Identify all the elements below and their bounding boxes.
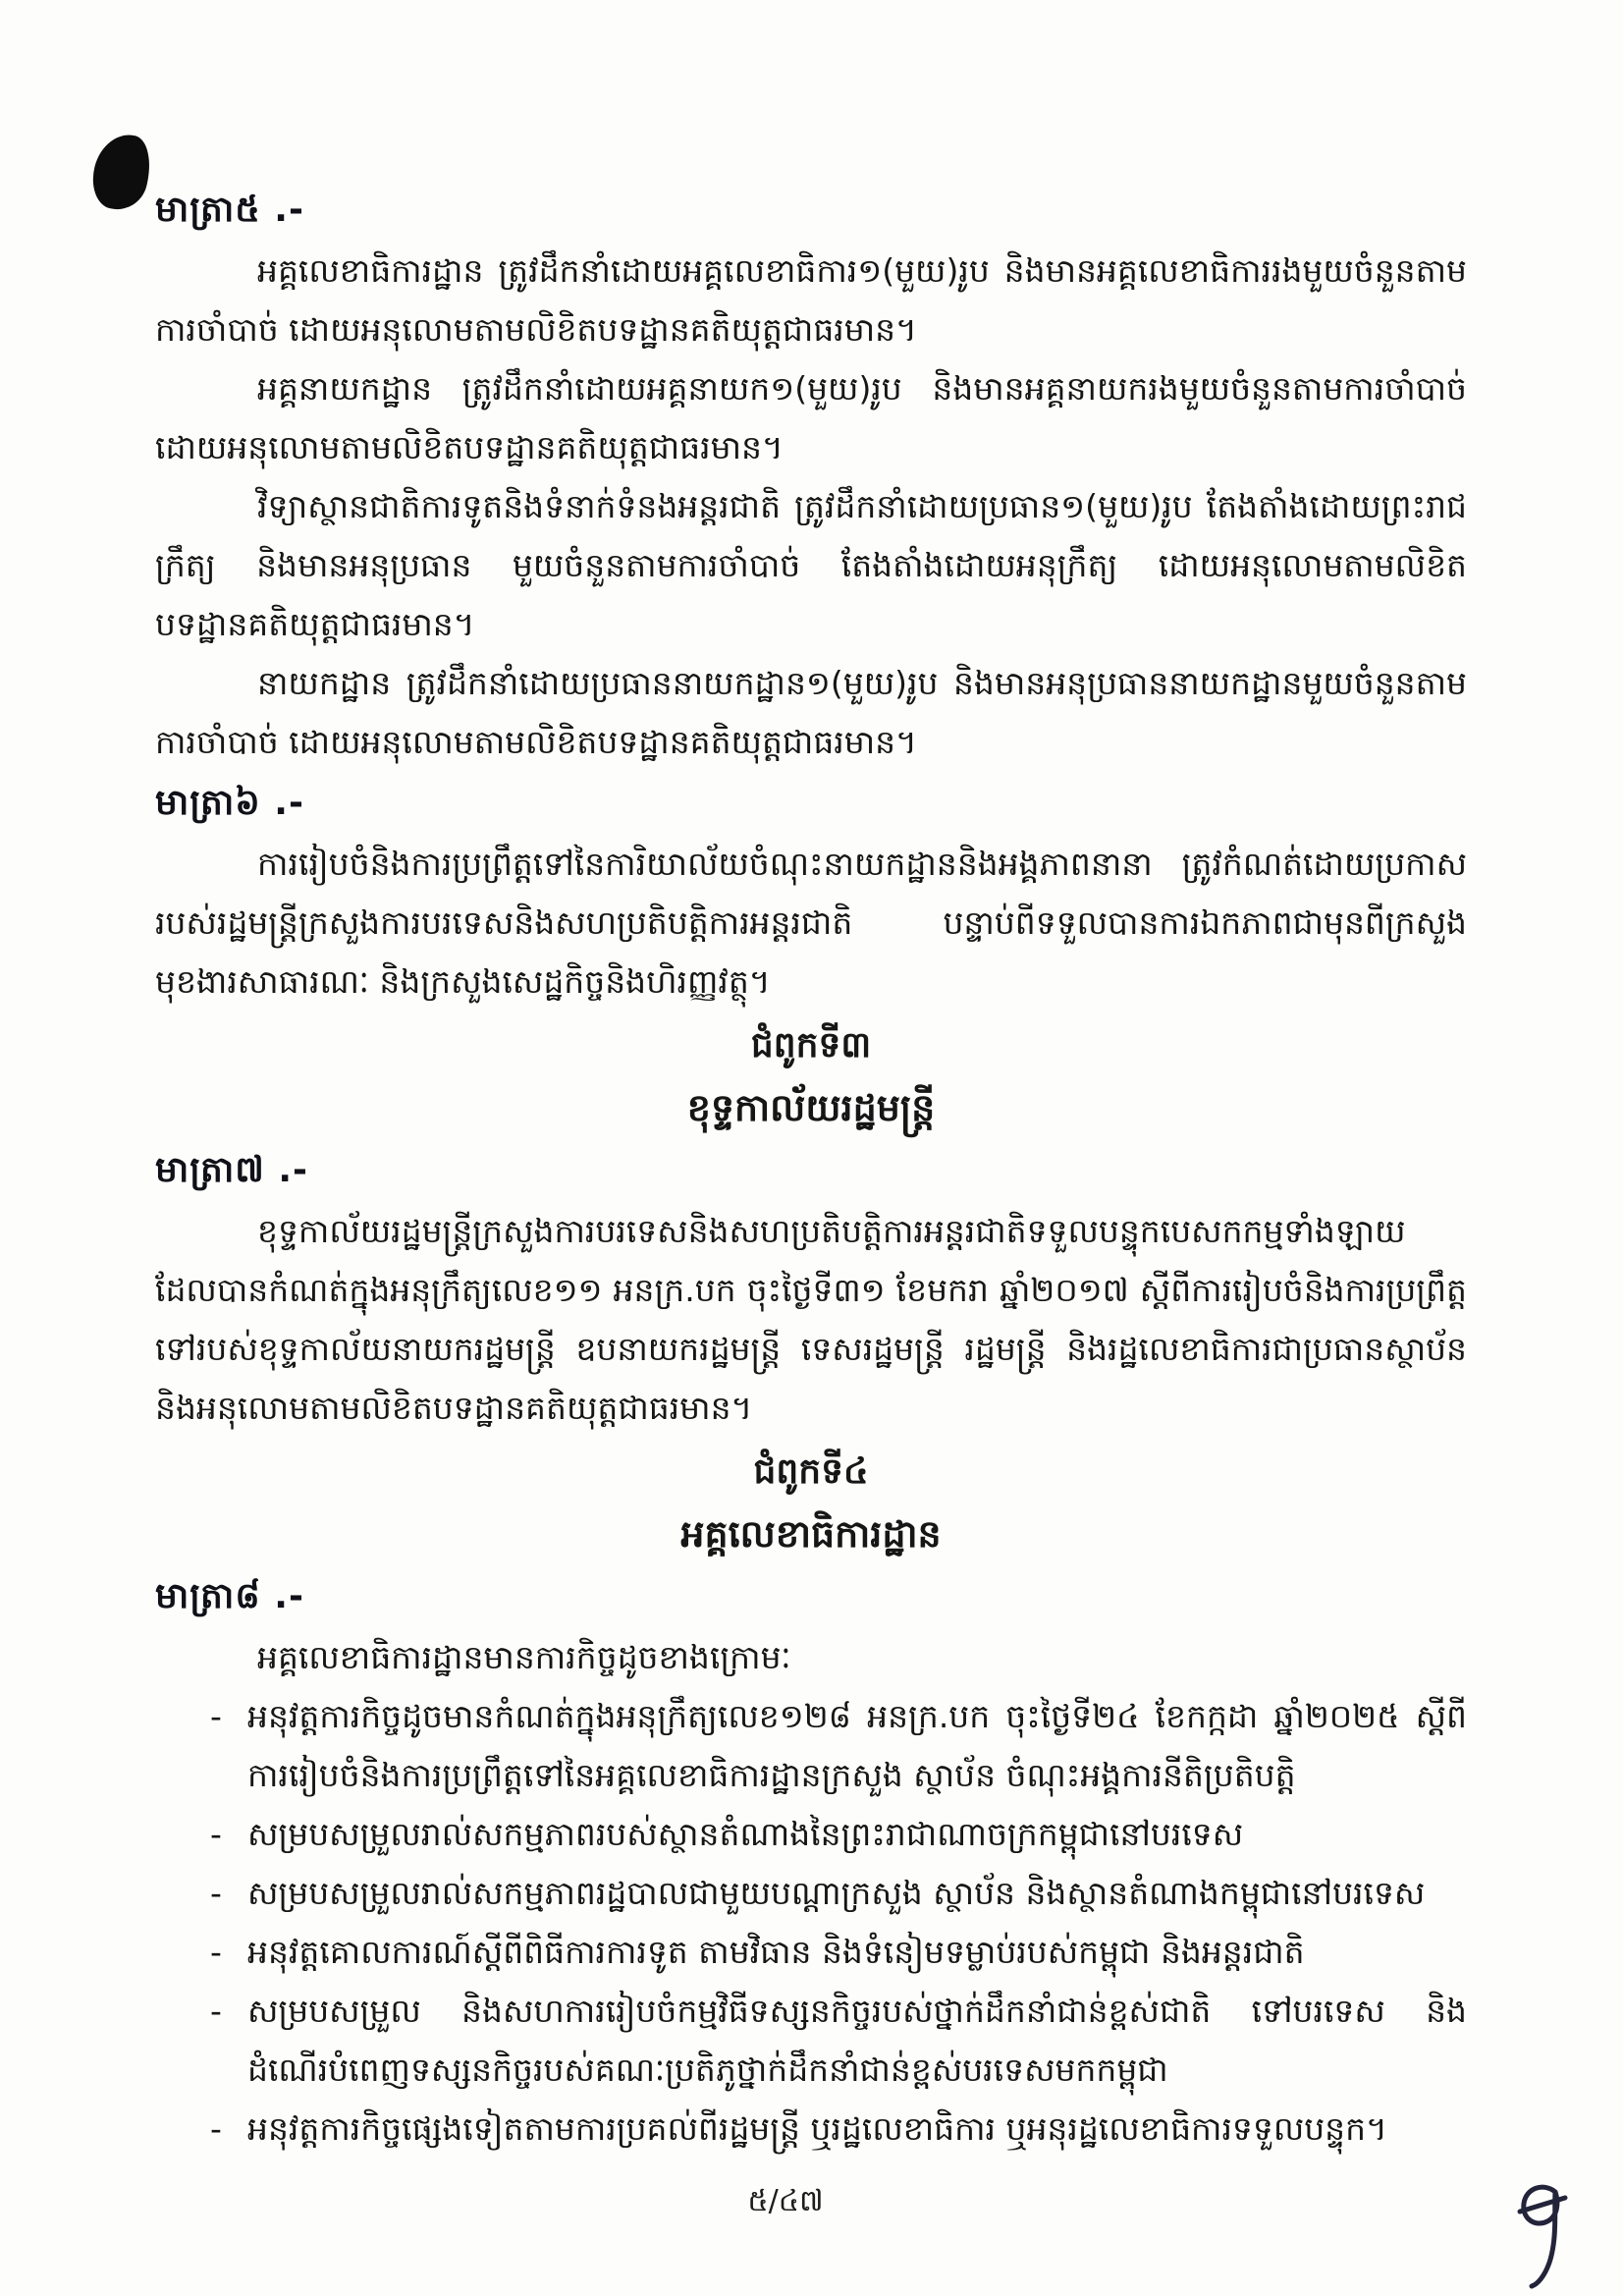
- duty-list-item-5: - សម្របសម្រួល និងសហការរៀបចំកម្មវិធីទស្សនកិច្ចរបស់ថ្នាក់ដឹកនាំជាន់ខ្ពស់ជាតិ ទៅបរទេស និង ដំណើរបំពេញទស្សនកិច្ចរបស់គណៈប្រតិភូថ្នាក់ដឹកនាំជាន់ខ្ពស់បរទេសមកកម្ពុជា: [210, 1982, 1467, 2100]
- page-number: ៥/៤៧: [747, 2184, 824, 2218]
- chapter-3-title: ខុទ្ទកាល័យរដ្ឋមន្ត្រី: [686, 1086, 936, 1129]
- chapter-4-number: ជំពូកទី៤: [753, 1451, 869, 1492]
- duty-list-item-6: - អនុវត្តការកិច្ចផ្សេងទៀតតាមការប្រគល់ពីរដ្ឋមន្ត្រី ឬរដ្ឋលេខាធិការ ឬអនុរដ្ឋលេខាធិការទទួលបន្ទុក។: [210, 2100, 1467, 2159]
- chapter-4-block: [155, 1442, 1467, 1565]
- duty-list-item-4: - អនុវត្តគោលការណ៍ស្តីពីពិធីការការទូត តាមវិធាន និងទំនៀមទម្លាប់របស់កម្ពុជា និងអន្តរជាតិ: [210, 1923, 1467, 1982]
- article-7-paragraph-1: ខុទ្ទកាល័យរដ្ឋមន្ត្រីក្រសួងការបរទេសនិងសហប្រតិបត្តិការអន្តរជាតិទទួលបន្ទុកបេសកកម្មទាំងឡាយដែលបានកំណត់ក្នុងអនុក្រឹត្យលេខ១១ អនក្រ.បក ចុះថ្ងៃទី៣១ ខែមករា ឆ្នាំ២០១៧ ស្តីពីការរៀបចំនិងការប្រព្រឹត្តទៅរបស់ខុទ្ទកាល័យនាយករដ្ឋមន្ត្រី ឧបនាយករដ្ឋមន្ត្រី ទេសរដ្ឋមន្ត្រី រដ្ឋមន្ត្រី និងរដ្ឋលេខាធិការជាប្រធានស្ថាប័ន និងអនុលោមតាមលិខិតបទដ្ឋានគតិយុត្តជាធរមាន។: [155, 1212, 1467, 1427]
- duty-list-item-3: - សម្របសម្រួលរាល់សកម្មភាពរដ្ឋបាលជាមួយបណ្ដាក្រសួង ស្ថាប័ន និងស្ថានតំណាងកម្ពុជានៅបរទេស: [210, 1864, 1467, 1923]
- duty-list-item-1: - អនុវត្តការកិច្ចដូចមានកំណត់ក្នុងអនុក្រឹត្យលេខ១២៨ អនក្រ.បក ចុះថ្ងៃទី២៤ ខែកក្កដា ឆ្នាំ២០២៥ ស្តីពីការរៀបចំនិងការប្រព្រឹត្តទៅនៃអគ្គលេខាធិការដ្ឋានក្រសួង ស្ថាប័ន ចំណុះអង្គការនីតិប្រតិបត្តិ: [210, 1687, 1467, 1805]
- article-6-paragraph-1: ការរៀបចំនិងការប្រព្រឹត្តទៅនៃការិយាល័យចំណុះនាយកដ្ឋាននិងអង្គភាពនានា ត្រូវកំណត់ដោយប្រកាសរបស់រដ្ឋមន្ត្រីក្រសួងការបរទេសនិងសហប្រតិបត្តិការអន្តរជាតិ បន្ទាប់ពីទទួលបានការឯកភាពជាមុនពីក្រសួងមុខងារសាធារណៈ និងក្រសួងសេដ្ឋកិច្ចនិងហិរញ្ញវត្ថុ។: [155, 845, 1467, 1001]
- chapter-3-block: [155, 1015, 1467, 1139]
- duty-list-item-2: - សម្របសម្រួលរាល់សកម្មភាពរបស់ស្ថានតំណាងនៃព្រះរាជាណាចក្រកម្ពុជានៅបរទេស: [210, 1805, 1467, 1864]
- article-5-heading: មាត្រា៥ .-: [155, 190, 304, 230]
- article-5-paragraph-3: វិទ្យាស្ថានជាតិការទូតនិងទំនាក់ទំនងអន្តរជាតិ ត្រូវដឹកនាំដោយប្រធាន១(មួយ)រូប តែងតាំងដោយព្រះរាជក្រឹត្យ និងមានអនុប្រធាន មួយចំនួនតាមការចាំបាច់ តែងតាំងដោយអនុក្រឹត្យ ដោយអនុលោមតាមលិខិតបទដ្ឋានគតិយុត្តជាធរមាន។: [155, 487, 1467, 643]
- chapter-4-title: អគ្គលេខាធិការដ្ឋាន: [680, 1512, 942, 1556]
- ink-blot-mark: [85, 128, 157, 215]
- article-7-heading: មាត្រា៧ .-: [155, 1150, 308, 1190]
- article-5-paragraph-4: នាយកដ្ឋាន ត្រូវដឹកនាំដោយប្រធាននាយកដ្ឋាន១(មួយ)រូប និងមានអនុប្រធាននាយកដ្ឋានមួយចំនួនតាមការចាំបាច់ ដោយអនុលោមតាមលិខិតបទដ្ឋានគតិយុត្តជាធរមាន។: [155, 664, 1467, 761]
- article-5-paragraph-1: អគ្គលេខាធិការដ្ឋាន ត្រូវដឹកនាំដោយអគ្គលេខាធិការ១(មួយ)រូប និងមានអគ្គលេខាធិការរងមួយចំនួនតាមការចាំបាច់ ដោយអនុលោមតាមលិខិតបទដ្ឋានគតិយុត្តជាធរមាន។: [155, 251, 1467, 349]
- article-8-duty-list: [210, 1687, 1467, 2159]
- article-6-heading: មាត្រា៦ .-: [155, 783, 304, 823]
- article-8-heading: មាត្រា៨ .-: [155, 1576, 304, 1616]
- article-8-intro: អគ្គលេខាធិការដ្ឋានមានការកិច្ចដូចខាងក្រោមៈ: [257, 1638, 791, 1676]
- chapter-3-number: ជំពូកទី៣: [750, 1025, 872, 1066]
- article-5-paragraph-2: អគ្គនាយកដ្ឋាន ត្រូវដឹកនាំដោយអគ្គនាយក១(មួយ)រូប និងមានអគ្គនាយករងមួយចំនួនតាមការចាំបាច់ ដោយអនុលោមតាមលិខិតបទដ្ឋានគតិយុត្តជាធរមាន។: [155, 369, 1467, 466]
- document-content: [155, 179, 1467, 2159]
- handwritten-mark: [1500, 2178, 1589, 2292]
